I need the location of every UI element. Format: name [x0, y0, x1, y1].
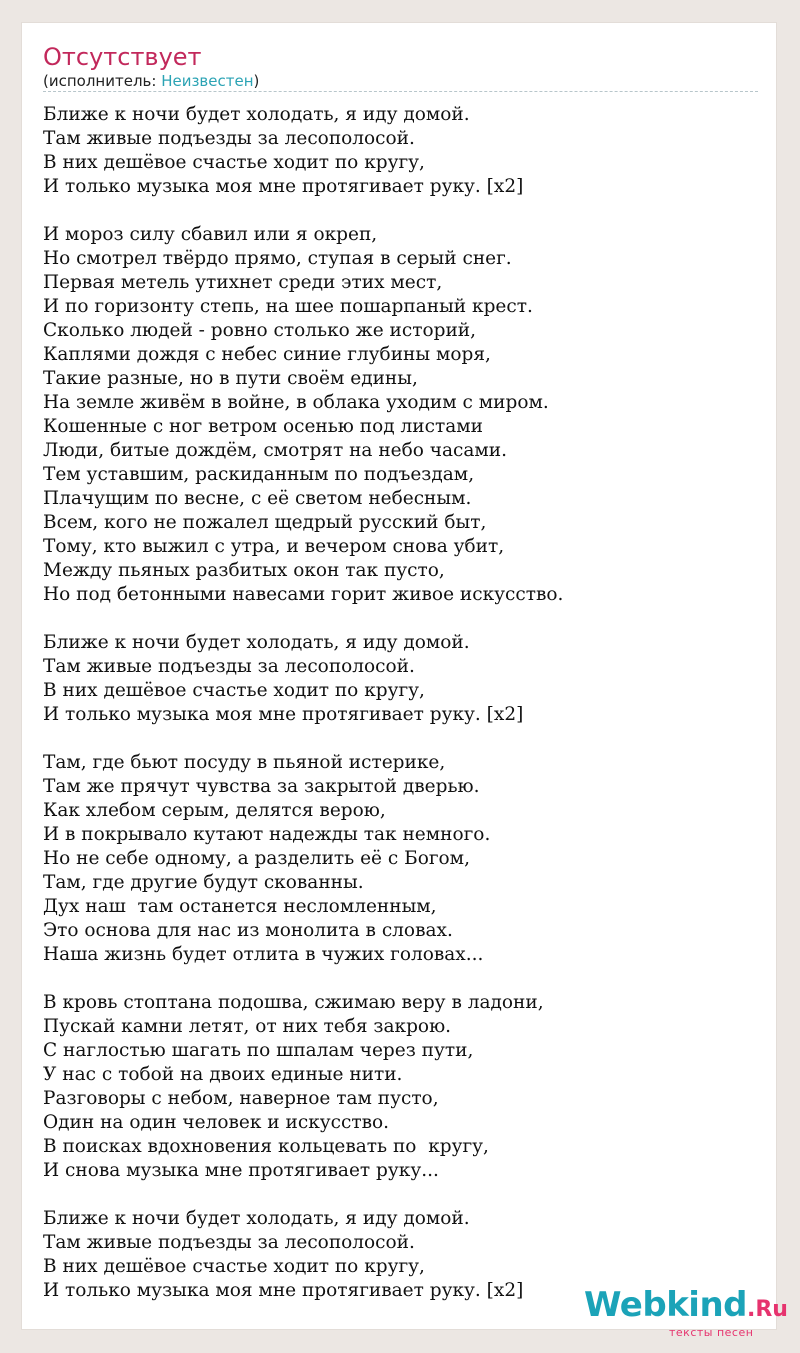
lyrics-stanza — [43, 631, 758, 727]
lyric-line: В кровь стоптана подошва, сжимаю веру в ладони, — [43, 992, 544, 1013]
lyric-line: Кошенные с ног ветром осенью под листами — [43, 416, 483, 437]
lyric-line: Разговоры с небом, наверное там пусто, — [43, 1088, 439, 1109]
lyric-line: Там же прячут чувства за закрытой дверью. — [43, 776, 480, 797]
lyric-line: Ближе к ночи будет холодать, я иду домой. — [43, 104, 470, 125]
lyric-line: Там, где другие будут скованны. — [43, 872, 364, 893]
lyric-line: Там, где бьют посуду в пьяной истерике, — [43, 752, 446, 773]
artist-suffix: ) — [253, 72, 260, 90]
lyrics-text — [43, 103, 758, 1327]
lyric-line: Между пьяных разбитых окон так пусто, — [43, 560, 445, 581]
lyric-line: Плачущим по весне, с её светом небесным. — [43, 488, 472, 509]
lyric-line: Ближе к ночи будет холодать, я иду домой. — [43, 1208, 470, 1229]
lyric-line: Там живые подъезды за лесополосой. — [43, 656, 415, 677]
lyric-line: И мороз силу сбавил или я окреп, — [43, 224, 378, 245]
lyric-line: Каплями дождя с небес синие глубины моря, — [43, 344, 491, 365]
lyric-line: Наша жизнь будет отлита в чужих головах... — [43, 944, 484, 965]
lyrics-stanza — [43, 751, 758, 967]
lyric-line: Такие разные, но в пути своём едины, — [43, 368, 418, 389]
lyric-line: И только музыка моя мне протягивает руку. [x2] — [43, 1280, 524, 1301]
lyric-line: На земле живём в войне, в облака уходим с миром. — [43, 392, 549, 413]
lyric-line: Люди, битые дождём, смотрят на небо часами. — [43, 440, 507, 461]
dashed-divider — [43, 91, 758, 92]
lyrics-stanza — [43, 103, 758, 199]
lyric-line: Пускай камни летят, от них тебя закрою. — [43, 1016, 452, 1037]
lyrics-stanza — [43, 991, 758, 1183]
artist-prefix: (исполнитель: — [43, 72, 162, 90]
lyric-line: Тому, кто выжил с утра, и вечером снова убит, — [43, 536, 505, 557]
lyrics-stanza — [43, 223, 758, 607]
lyric-line: И только музыка моя мне протягивает руку. [x2] — [43, 176, 524, 197]
artist-line — [43, 72, 259, 90]
lyric-line: Ближе к ночи будет холодать, я иду домой. — [43, 632, 470, 653]
lyric-line: В них дешёвое счастье ходит по кругу, — [43, 680, 425, 701]
lyric-line: Один на один человек и искусство. — [43, 1112, 390, 1133]
lyric-line: Сколько людей - ровно столько же историй, — [43, 320, 476, 341]
lyric-line: И снова музыка мне протягивает руку... — [43, 1160, 439, 1181]
lyric-line: Но смотрел твёрдо прямо, ступая в серый снег. — [43, 248, 512, 269]
lyric-line: В них дешёвое счастье ходит по кругу, — [43, 1256, 425, 1277]
artist-link[interactable]: Неизвестен — [161, 72, 254, 90]
lyric-line: Это основа для нас из монолита в словах. — [43, 920, 453, 941]
lyric-line: Первая метель утихнет среди этих мест, — [43, 272, 443, 293]
lyric-line: С наглостью шагать по шпалам через пути, — [43, 1040, 474, 1061]
lyric-line: И по горизонту степь, на шее пошарпаный крест. — [43, 296, 533, 317]
lyric-line: В них дешёвое счастье ходит по кругу, — [43, 152, 425, 173]
lyric-line: Но не себе одному, а разделить её с Богом, — [43, 848, 470, 869]
lyric-line: В поисках вдохновения кольцевать по кругу, — [43, 1136, 489, 1157]
logo-main-text: Webkind — [584, 1285, 747, 1325]
lyric-line: Но под бетонными навесами горит живое искусство. — [43, 584, 564, 605]
lyric-line: И только музыка моя мне протягивает руку. [x2] — [43, 704, 524, 725]
song-title: Отсутствует — [43, 43, 202, 71]
lyric-line: И в покрывало кутают надежды так немного. — [43, 824, 491, 845]
lyric-line: Тем уставшим, раскиданным по подъездам, — [43, 464, 475, 485]
lyrics-card — [21, 22, 788, 1339]
lyric-line: Там живые подъезды за лесополосой. — [43, 128, 415, 149]
lyric-line: Как хлебом серым, делятся верою, — [43, 800, 386, 821]
lyric-line: Всем, кого не пожалел щедрый русский быт, — [43, 512, 487, 533]
logo-tld-text: .Ru — [747, 1297, 788, 1322]
lyric-line: Дух наш там останется несломленным, — [43, 896, 437, 917]
logo-tagline: тексты песен — [669, 1326, 754, 1339]
webkind-logo[interactable] — [584, 1285, 788, 1339]
lyric-line: У нас с тобой на двоих единые нити. — [43, 1064, 403, 1085]
lyric-line: Там живые подъезды за лесополосой. — [43, 1232, 415, 1253]
